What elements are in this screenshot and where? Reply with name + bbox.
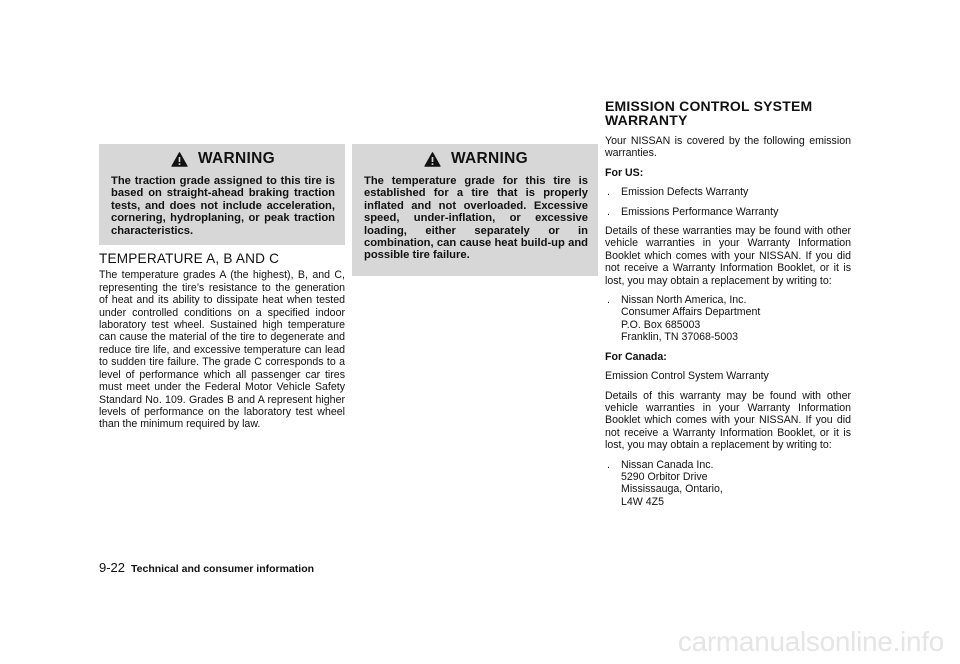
warning-heading: WARNING	[197, 150, 275, 168]
warning-heading: WARNING	[450, 150, 528, 168]
footer-section-title: Technical and consumer information	[131, 563, 315, 575]
warning-header	[364, 152, 588, 167]
warning-box-traction	[99, 144, 345, 245]
us-heading: For US:	[605, 166, 644, 179]
middle-column	[352, 144, 598, 276]
list-item: . Emissions Performance Warranty	[607, 205, 779, 218]
canada-heading: For Canada:	[605, 350, 667, 363]
page-number: 9-22	[99, 560, 126, 575]
left-column	[99, 144, 345, 431]
emission-intro: Your NISSAN is covered by the following emission warranties.	[605, 135, 851, 160]
temperature-body: The temperature grades A (the highest), B, and C, representing the tire’s resistance to the generation of heat and its ability to dissipate heat when tested under controlled conditions on a specified indoor laboratory test wheel. Sustained high temperature can cause the material of the tire to degenerate and reduce tire life, and excessive temperature can lead to sudden tire failure. The grade C corresponds to a level of performance which all passenger car tires must meet under the Federal Motor Vehicle Safety Standard No. 109. Grades B and A represent higher levels of performance on the laboratory test wheel than the minimum required by law.	[99, 269, 345, 431]
list-item: . Emission Defects Warranty	[607, 186, 749, 199]
warning-header	[111, 152, 335, 167]
page-footer	[99, 560, 314, 575]
section-title-temperature: TEMPERATURE A, B AND C	[99, 251, 280, 267]
details-us: Details of these warranties may be found with other vehicle warranties in your Warranty Information Booklet which comes with your NISSAN. If you did not receive a Warranty Information Booklet, or it is lost, you may obtain a replacement by writing to:	[605, 225, 851, 287]
canada-address: . Nissan Canada Inc. 5290 Orbitor Drive Mississauga, Ontario, L4W 4Z5	[607, 458, 723, 508]
warning-box-temperature	[352, 144, 598, 276]
details-canada: Details of this warranty may be found with other vehicle warranties in your Warranty Information Booklet which comes with your NISSAN. If you did not receive a Warranty Information Booklet, or it is lost, you may obtain a replacement by writing to:	[605, 389, 851, 452]
warning-text: The traction grade assigned to this tire is based on straight-ahead braking traction tests, and does not include acceleration, cornering, hydroplaning, or peak traction characteristics.	[111, 175, 335, 237]
warning-triangle-icon	[424, 152, 441, 167]
watermark: carmanualsonline.info	[677, 626, 944, 657]
emission-title-line2: WARRANTY	[605, 111, 688, 128]
right-column	[605, 100, 851, 515]
emission-title-line1: EMISSION CONTROL SYSTEM	[605, 98, 813, 114]
us-address: . Nissan North America, Inc. Consumer Affairs Department P.O. Box 685003 Franklin, TN 37068-5003	[607, 294, 761, 344]
warning-triangle-icon	[171, 152, 188, 167]
canada-warranty: Emission Control System Warranty	[605, 370, 769, 383]
emission-title	[605, 100, 851, 127]
warning-text: The temperature grade for this tire is established for a tire that is properly inflated and not overloaded. Excessive speed, under-inflation, or excessive loading, either separately or in combination, can cause heat build-up and possible tire failure.	[364, 175, 588, 262]
